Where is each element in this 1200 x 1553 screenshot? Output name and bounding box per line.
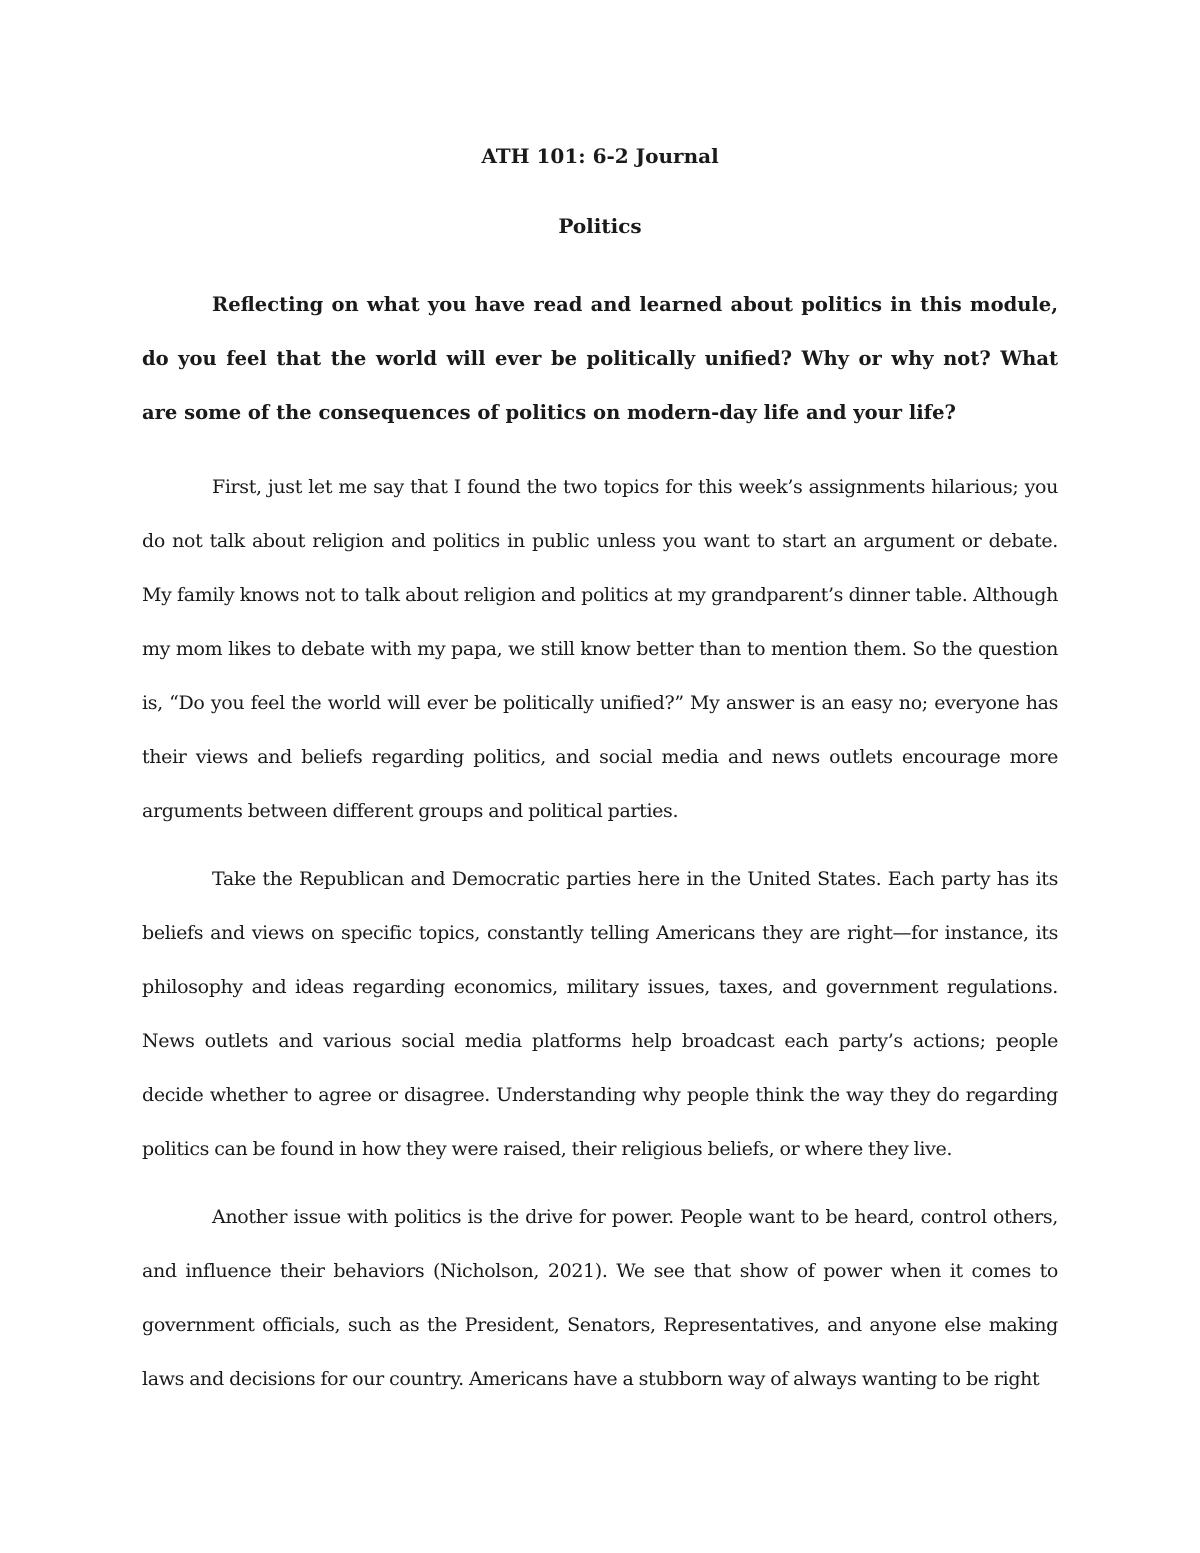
journal-prompt: Reflecting on what you have read and learned about politics in this module, do you feel that the world will ever be politically unified? Why or why not? What are some of the consequences of politics on modern-day life and your life? xyxy=(142,293,1058,424)
body-paragraph-2: Take the Republican and Democratic parties here in the United States. Each party has its beliefs and views on specific topics, constantly telling Americans they are right—for instance, its philosophy and ideas regarding economics, military issues, taxes, and government regulations. News outlets and various social media platforms help broadcast each party’s actions; people decide whether to agree or disagree. Understanding why people think the way they do regarding politics can be found in how they were raised, their religious beliefs, or where they live. xyxy=(142,868,1058,1160)
document-subtitle: Politics xyxy=(558,214,642,238)
document-body xyxy=(142,138,1058,1406)
document-title: ATH 101: 6-2 Journal xyxy=(481,144,719,168)
body-paragraph-3: Another issue with politics is the drive for power. People want to be heard, control others, and influence their behaviors (Nicholson, 2021). We see that show of power when it comes to government officials, such as the President, Senators, Representatives, and anyone else making laws and decisions for our country. Americans have a stubborn way of always wanting to be right xyxy=(142,1206,1058,1390)
body-paragraph-1: First, just let me say that I found the two topics for this week’s assignments hilarious; you do not talk about religion and politics in public unless you want to start an argument or debate. My family knows not to talk about religion and politics at my grandparent’s dinner table. Although my mom likes to debate with my papa, we still know better than to mention them. So the question is, “Do you feel the world will ever be politically unified?” My answer is an easy no; everyone has their views and beliefs regarding politics, and social media and news outlets encourage more arguments between different groups and political parties. xyxy=(142,476,1058,822)
